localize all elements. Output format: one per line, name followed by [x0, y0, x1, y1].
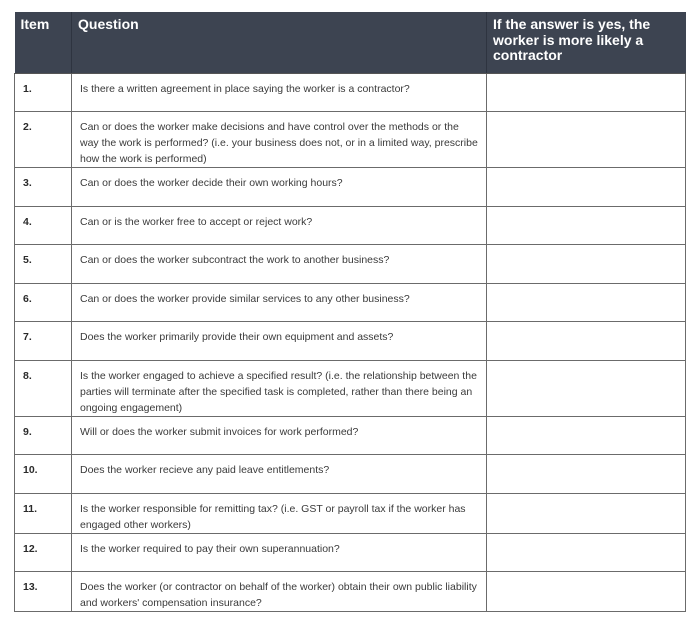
table-row	[15, 455, 686, 494]
answer-cell[interactable]	[487, 533, 686, 572]
table-row	[15, 283, 686, 322]
answer-cell[interactable]	[487, 168, 686, 207]
table-row	[15, 206, 686, 245]
table-row	[15, 245, 686, 284]
item-number: 8.	[15, 360, 72, 416]
answer-cell[interactable]	[487, 572, 686, 612]
table-header-row	[15, 12, 686, 73]
item-number: 3.	[15, 168, 72, 207]
question-text: Is the worker responsible for remitting tax? (i.e. GST or payroll tax if the worker has engaged other workers)	[72, 493, 487, 533]
item-number: 7.	[15, 322, 72, 361]
question-text: Does the worker primarily provide their own equipment and assets?	[72, 322, 487, 361]
table-row	[15, 168, 686, 207]
item-number: 4.	[15, 206, 72, 245]
item-number: 13.	[15, 572, 72, 612]
answer-cell[interactable]	[487, 493, 686, 533]
question-text: Does the worker recieve any paid leave entitlements?	[72, 455, 487, 494]
answer-cell[interactable]	[487, 455, 686, 494]
item-number: 6.	[15, 283, 72, 322]
item-number: 1.	[15, 73, 72, 112]
header-question: Question	[72, 12, 487, 73]
item-number: 5.	[15, 245, 72, 284]
answer-cell[interactable]	[487, 283, 686, 322]
table-row	[15, 360, 686, 416]
answer-cell[interactable]	[487, 73, 686, 112]
question-text: Can or does the worker decide their own working hours?	[72, 168, 487, 207]
contractor-checklist	[14, 12, 685, 612]
answer-cell[interactable]	[487, 206, 686, 245]
table-row	[15, 493, 686, 533]
answer-cell[interactable]	[487, 360, 686, 416]
answer-cell[interactable]	[487, 322, 686, 361]
table-row	[15, 322, 686, 361]
checklist-table	[14, 12, 686, 612]
header-item: Item	[15, 12, 72, 73]
table-row	[15, 533, 686, 572]
question-text: Can or does the worker subcontract the work to another business?	[72, 245, 487, 284]
question-text: Will or does the worker submit invoices for work performed?	[72, 416, 487, 455]
table-row	[15, 112, 686, 168]
question-text: Is the worker engaged to achieve a specified result? (i.e. the relationship between the parties will terminate after the specified task is completed, rather than there being an ongoing engagement)	[72, 360, 487, 416]
table-row	[15, 572, 686, 612]
header-answer: If the answer is yes, the worker is more likely a contractor	[487, 12, 686, 73]
table-row	[15, 73, 686, 112]
answer-cell[interactable]	[487, 245, 686, 284]
question-text: Does the worker (or contractor on behalf of the worker) obtain their own public liability and workers' compensation insurance?	[72, 572, 487, 612]
question-text: Can or does the worker provide similar services to any other business?	[72, 283, 487, 322]
answer-cell[interactable]	[487, 416, 686, 455]
question-text: Is the worker required to pay their own superannuation?	[72, 533, 487, 572]
answer-cell[interactable]	[487, 112, 686, 168]
item-number: 2.	[15, 112, 72, 168]
question-text: Can or does the worker make decisions and have control over the methods or the way the work is performed? (i.e. your business does not, or in a limited way, prescribe how the work is performed)	[72, 112, 487, 168]
table-row	[15, 416, 686, 455]
item-number: 10.	[15, 455, 72, 494]
question-text: Is there a written agreement in place saying the worker is a contractor?	[72, 73, 487, 112]
question-text: Can or is the worker free to accept or reject work?	[72, 206, 487, 245]
item-number: 9.	[15, 416, 72, 455]
item-number: 11.	[15, 493, 72, 533]
item-number: 12.	[15, 533, 72, 572]
